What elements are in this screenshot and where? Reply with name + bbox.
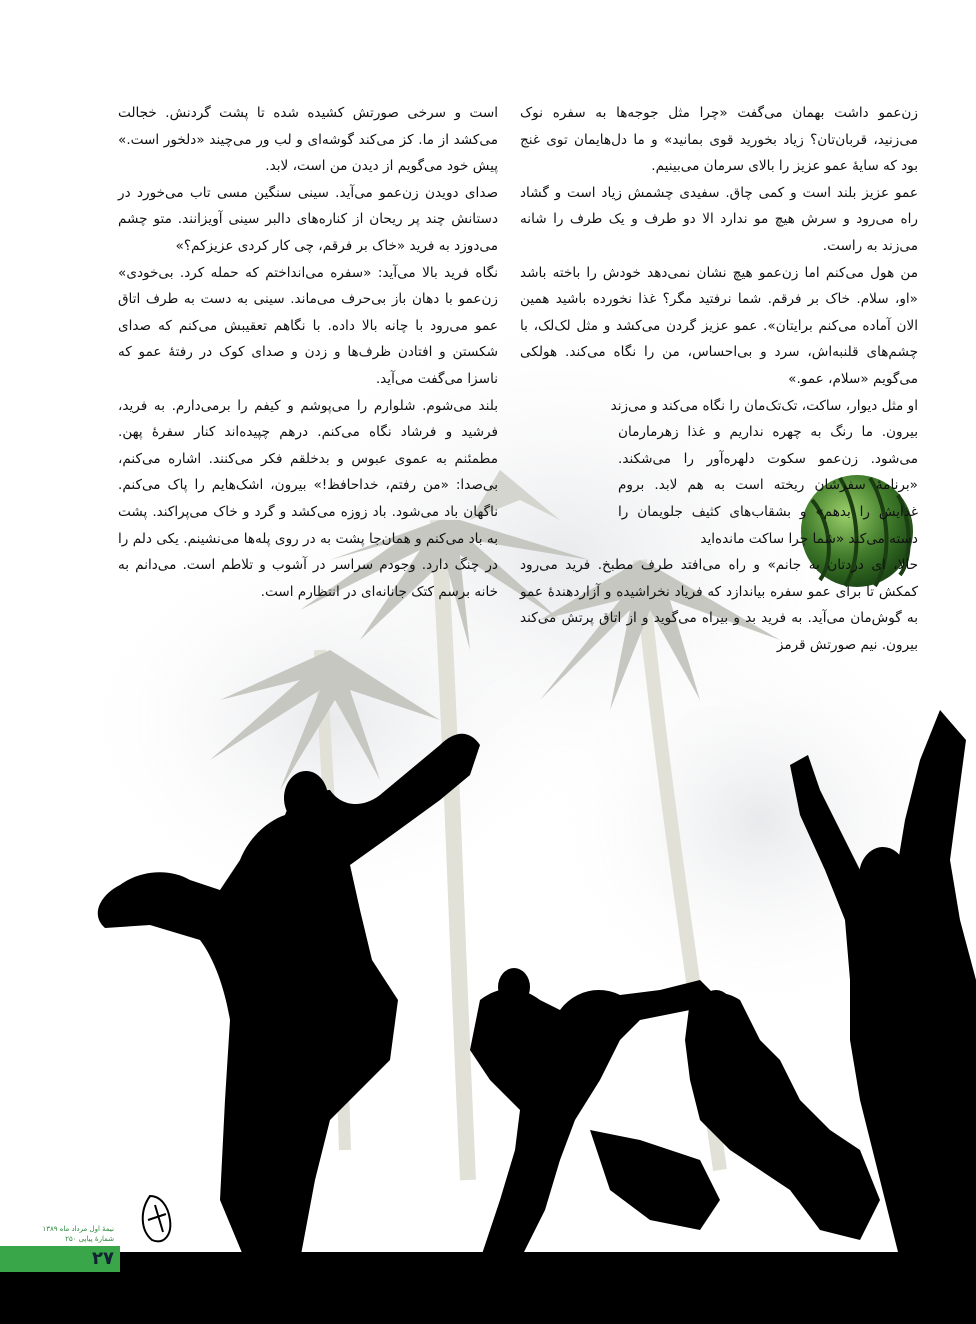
paragraph: حالا، ای دردتان به جانم» و راه می‌افتد طرف مطبخ. فرید می‌رود کمکش تا برای عمو سفره بیاندازد که فریاد نخراشیده و آزاردهندهٔ عمو به گوش‌مان می‌آید. به فرید بد و بیراه می‌گوید و از اتاق پرتش می‌کند بیرون. نیم صورتش قرمز [520,557,918,653]
paragraph: او مثل دیوار، ساکت، تک‌تک‌مان را نگاه می‌کند و می‌زند [610,397,918,414]
issue-date: نیمهٔ اول مرداد ماه ۱۳۸۹ [42,1225,114,1233]
paragraph: است و سرخی صورتش کشیده شده تا پشت گردنش. خجالت می‌کشد از ما. کز می‌کند گوشه‌ای و لب ور می‌چیند «دلخور است.» پیش خود می‌گویم از دیدن من است، لابد. [118,105,498,175]
page-number: ۲۷ [92,1248,114,1269]
issue-number: شمارهٔ پیاپی ۲۵۰ [65,1235,114,1243]
article-column-right [520,100,918,658]
paragraph: زن‌عمو داشت بهمان می‌گفت «چرا مثل جوجه‌ها به سفره نوک می‌زنید، قربان‌تان؟ زیاد بخورید قوی بمانید» و ما دل‌هایمان توی غنج بود که سایهٔ عمو عزیز را بالای سرمان می‌بینیم. [520,105,918,175]
page-folio [0,1224,120,1272]
bottom-black-band [0,1252,976,1324]
magazine-logo-icon [143,1196,171,1241]
article-column-left [118,100,498,605]
paragraph: بلند می‌شوم. شلوارم را می‌پوشم و کیفم را برمی‌دارم. به فرید، فرشید و فرشاد نگاه می‌کنم. درهم چپیده‌اند کنار سفرهٔ پهن. مطمئنم به عموی عبوس و بدخلقم فکر می‌کنند. اشاره می‌کنم، بی‌صدا: «من رفتم، خداحافظ!» بیرون، اشک‌هایم را پاک می‌کنم. ناگهان باد می‌شود. باد زوزه می‌کشد و گرد و خاک می‌پراکند. پشت به باد می‌کنم و همان‌جا پشت به در روی پله‌ها می‌نشینم. یکی دلم را در چنگ دارد. وجودم سراسر در آشوب و تلاطم است. می‌دانم به خانه برسم کتک جانانه‌ای در انتظارم است. [118,397,498,600]
paragraph: نگاه فرید بالا می‌آید: «سفره می‌انداختم که حمله کرد. بی‌خودی» زن‌عمو با دهان باز بی‌حرف می‌ماند. سینی به دست به طرف اتاق عمو می‌رود با چانه بالا داده. با نگاهم تعقیبش می‌کنم که صدای شکستن و افتادن ظرف‌ها و زدن و صدای کوک در رفتهٔ عمو که ناسزا می‌گفت می‌آید. [118,264,498,387]
paragraph: صدای دویدن زن‌عمو می‌آید. سینی سنگین مسی تاب می‌خورد در دستانش چند پر ریحان از کناره‌های دالبر سینی آویزانند. متو چشم می‌دوزد به فرید «خاک بر فرقم، چی کار کردی عزیزکم؟» [118,184,498,254]
paragraph: عمو عزیز بلند است و کمی چاق. سفیدی چشمش زیاد است و گشاد راه می‌رود و سرش هیچ مو ندارد الا دو طرف و یک طرف را شانه می‌زند به راست. [520,184,918,254]
folio-bar [0,1246,120,1272]
paragraph-wrapped: بیرون. ما رنگ به چهره نداریم و غذا زهرمارمان می‌شود. زن‌عمو سکوت دلهره‌آور را می‌شکند. «برنامهٔ سفرشان ریخته است به هم لابد. بروم غذایش را بدهم» و بشقاب‌های کثیف جلویمان را دسته می‌کند «شما چرا ساکت مانده‌اید [618,424,918,547]
paragraph: من هول می‌کنم اما زن‌عمو هیچ نشان نمی‌دهد خودش را باخته باشد «او، سلام. خاک بر فرقم. شما نرفتید مگر؟ غذا نخورده باشید همین الان آماده می‌کنم برایتان». عمو عزیز گردن می‌کشد و مثل لک‌لک، با چشم‌های قلنبه‌اش، سرد و بی‌احساس، من را نگاه می‌کند. هولکی می‌گویم «سلام، عمو.» [520,264,918,387]
